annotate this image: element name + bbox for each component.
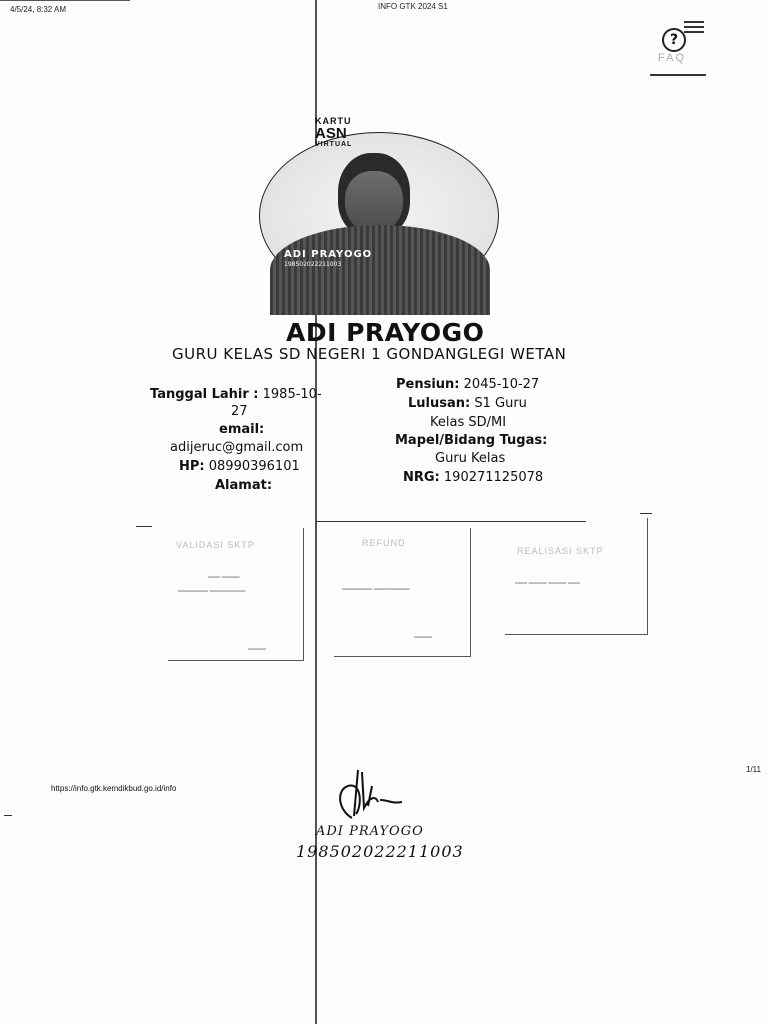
phone-value: 08990396101	[208, 459, 300, 474]
card-badge	[315, 117, 352, 148]
stamp-refund-faint-2: ▬▬▬	[414, 634, 432, 640]
help-icon: ?	[662, 28, 686, 52]
graduate-label: Lulusan:	[408, 396, 471, 411]
subject-label: Mapel/Bidang Tugas:	[395, 433, 548, 448]
address-label: Alamat:	[215, 478, 273, 493]
nrg-value: 190271125078	[443, 470, 544, 485]
card-badge-line2: ASN	[315, 125, 347, 142]
stamp-realisasi-faint-1: ▬▬ ▬▬▬ ▬▬▬ ▬▬	[515, 580, 581, 586]
card-badge-line1: KARTU	[315, 116, 352, 126]
pension-field	[396, 377, 539, 392]
print-datetime: 4/5/24, 8:32 AM	[10, 5, 67, 14]
stamp-refund-title: REFUND	[362, 538, 406, 548]
signature-name: ADI PRAYOGO	[316, 824, 424, 839]
signature-nip: 198502022211003	[296, 842, 464, 861]
profile-name: ADI PRAYOGO	[286, 318, 485, 347]
email-label: email:	[219, 422, 265, 437]
subject-value: Guru Kelas	[435, 451, 506, 466]
phone-label: HP:	[179, 459, 205, 474]
graduate-value-1: S1 Guru	[474, 396, 527, 411]
birth-date-field	[150, 387, 322, 402]
birth-date-label: Tanggal Lahir :	[150, 387, 259, 402]
nrg-field	[403, 470, 543, 485]
profile-photo	[259, 116, 499, 300]
pension-value: 2045-10-27	[463, 377, 540, 392]
stamp-validasi	[168, 528, 304, 661]
page-url: https://info.gtk.kemdikbud.go.id/info	[51, 784, 177, 793]
divider-left	[136, 526, 152, 527]
graduate-field	[408, 396, 527, 411]
stamp-realisasi	[505, 518, 648, 635]
graduate-value-2: Kelas SD/MI	[430, 415, 507, 430]
pension-label: Pensiun:	[396, 377, 460, 392]
card-badge-line3: VIRTUAL	[315, 141, 353, 148]
faq-button[interactable]	[648, 18, 714, 88]
menu-icon	[684, 18, 704, 36]
birth-date-value-2: 27	[231, 404, 248, 419]
photo-overlay-name: ADI PRAYOGO	[284, 249, 373, 260]
page-number: 1/11	[746, 765, 761, 774]
photo-overlay-nip: 198502022211003	[284, 261, 342, 268]
stamp-validasi-title: VALIDASI SKTP	[176, 540, 255, 550]
top-rule	[0, 0, 130, 1]
stamp-refund	[334, 528, 471, 657]
divider-right	[640, 513, 652, 514]
profile-position: GURU KELAS SD NEGERI 1 GONDANGLEGI WETAN	[172, 345, 567, 363]
photo-face	[345, 171, 403, 233]
email-value: adijeruc@gmail.com	[170, 440, 304, 455]
stamp-refund-faint-1: ▬▬▬▬▬ ▬▬▬▬▬▬	[342, 586, 410, 592]
birth-date-value-1: 1985-10-	[262, 387, 322, 402]
stamp-validasi-faint-2: ▬▬▬▬▬ ▬▬▬▬▬▬	[178, 588, 246, 594]
document-title: INFO GTK 2024 S1	[378, 2, 448, 11]
stamp-realisasi-title: REALISASI SKTP	[517, 546, 604, 556]
stamp-validasi-faint-1: ▬▬ ▬▬▬	[208, 574, 240, 580]
stamp-validasi-faint-3: ▬▬▬	[248, 646, 266, 652]
faq-label: FAQ	[658, 52, 687, 64]
arrow-icon	[650, 74, 706, 76]
nrg-label: NRG:	[403, 470, 440, 485]
margin-mark	[4, 815, 12, 816]
phone-field	[179, 459, 300, 474]
photo-uniform	[270, 225, 490, 315]
handwritten-signature	[332, 766, 412, 822]
